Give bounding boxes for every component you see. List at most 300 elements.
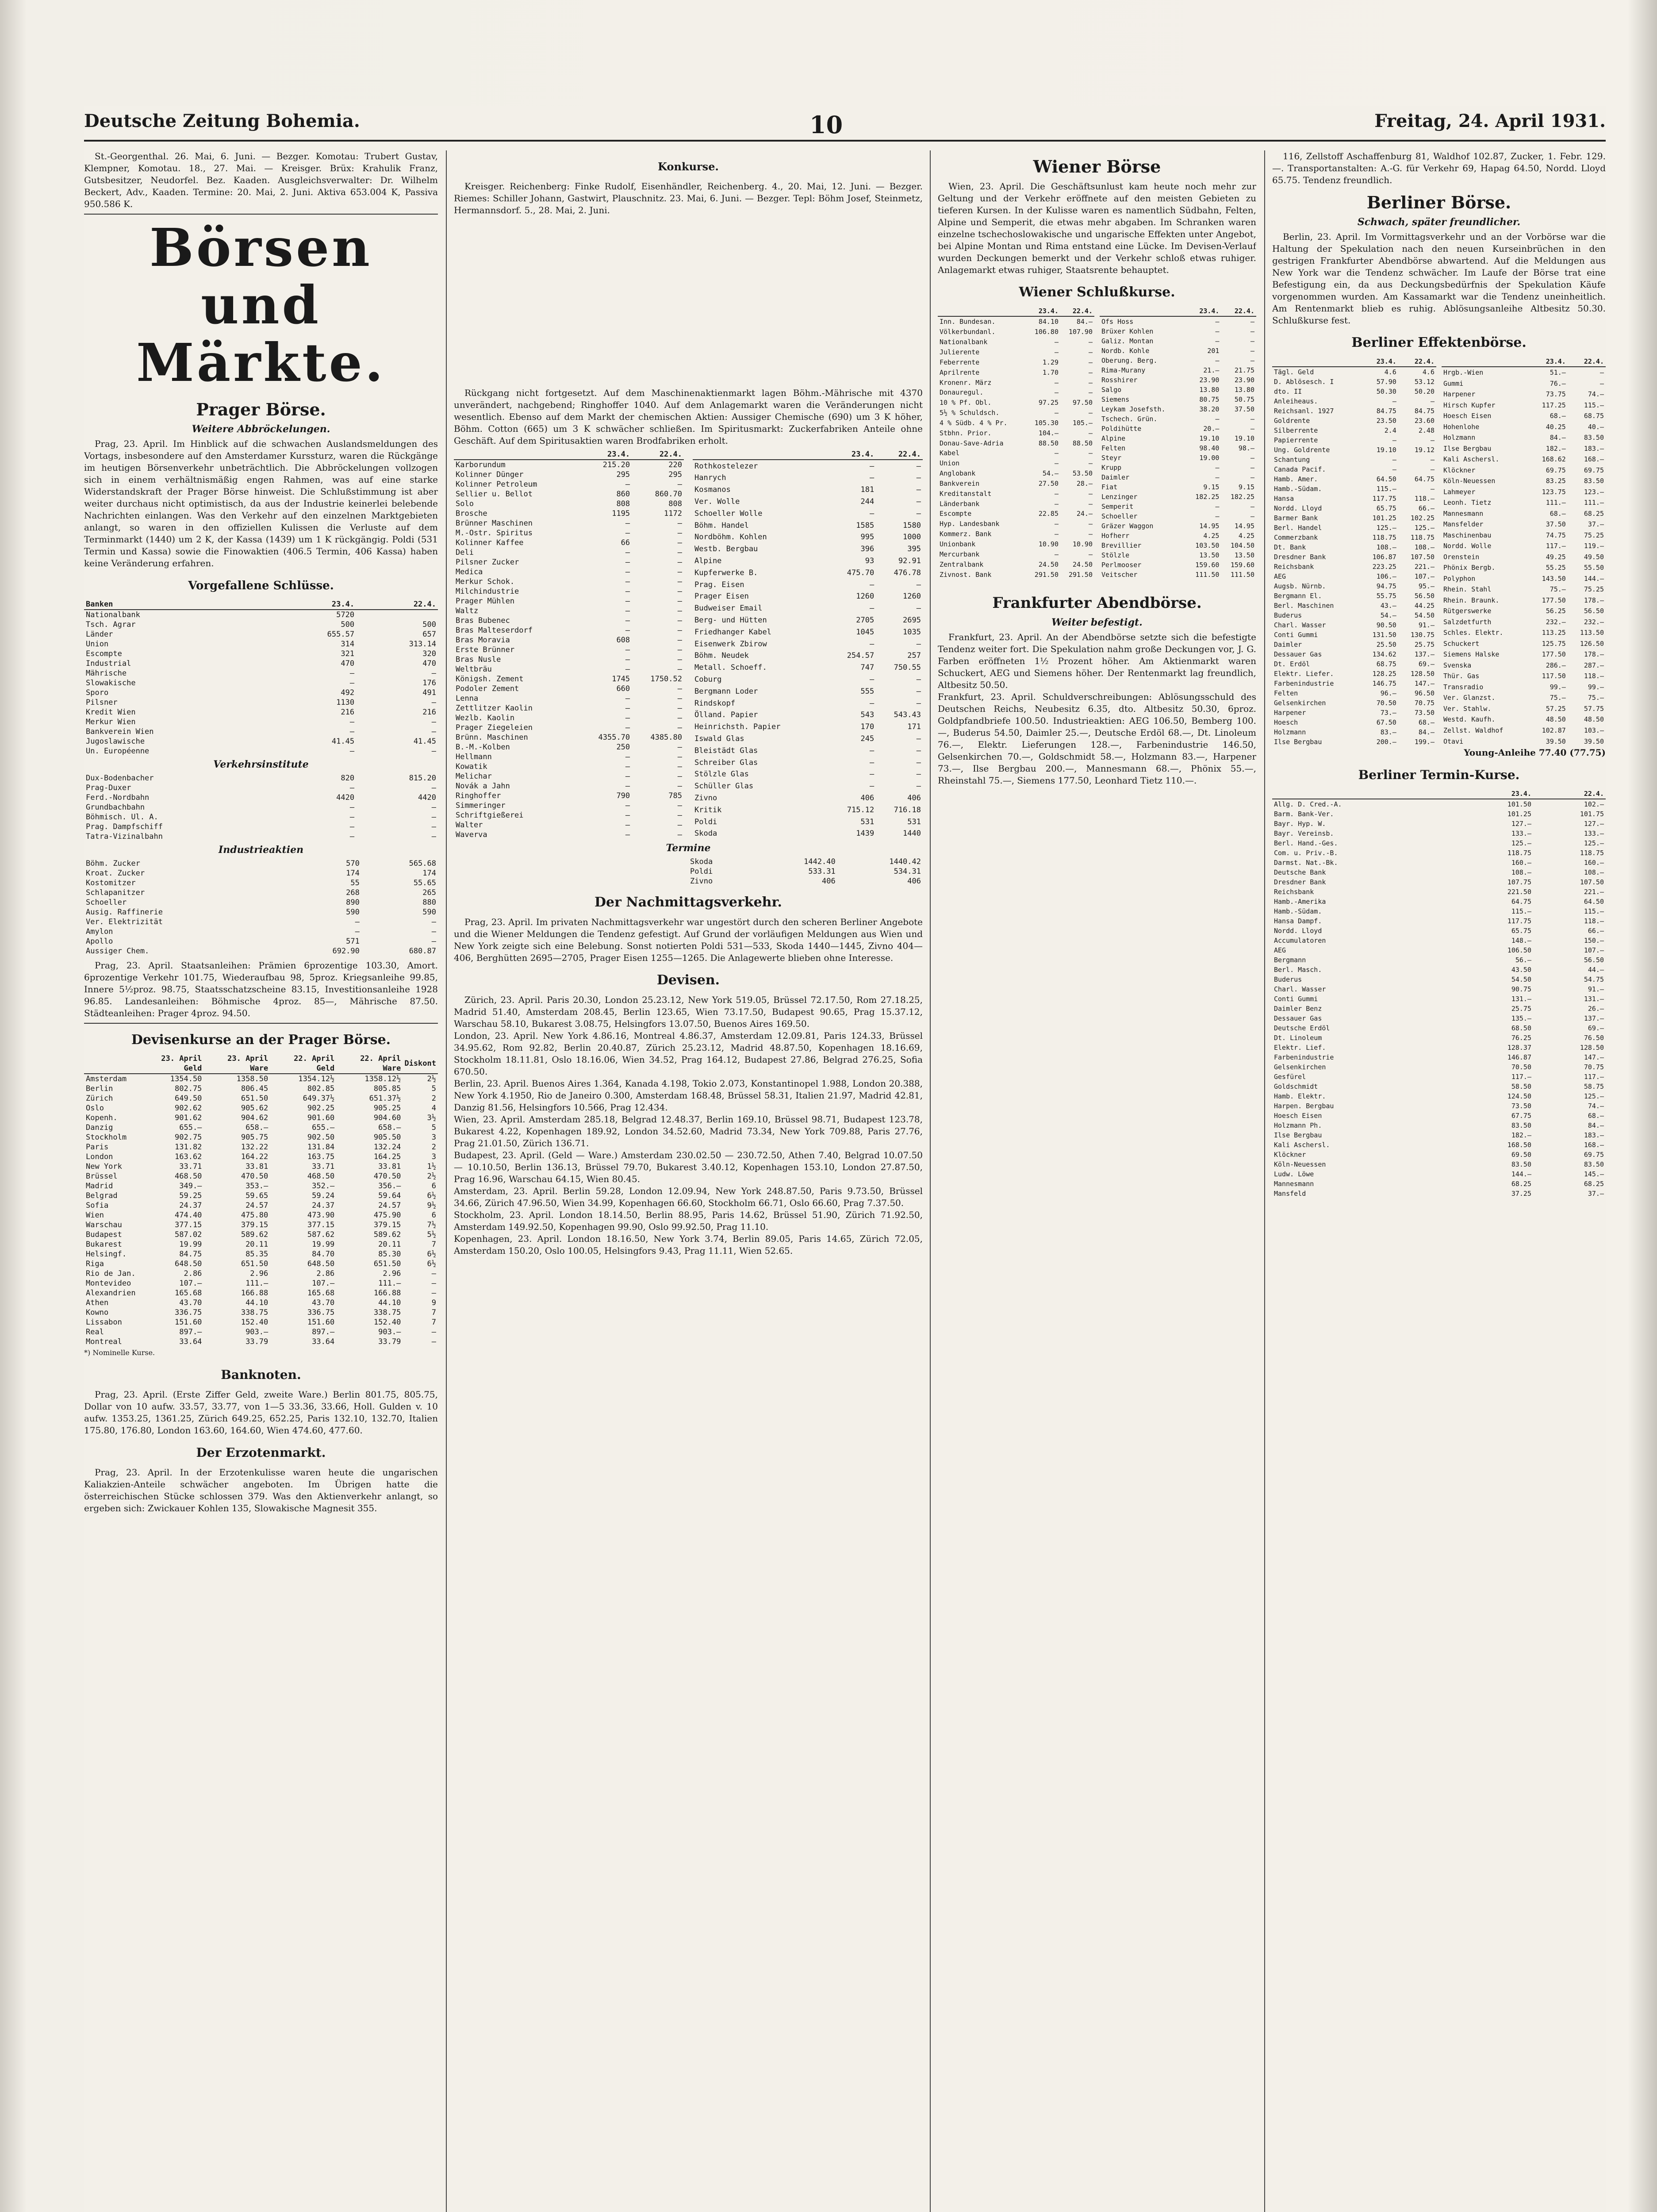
row-value: 128.25	[1372, 670, 1396, 678]
table-row	[688, 857, 923, 867]
row-label: Sofia	[86, 1201, 109, 1210]
row-value: 176	[422, 679, 436, 687]
row-label: Leonh. Tietz	[1443, 499, 1492, 507]
row-label: Helsingf.	[86, 1250, 127, 1259]
row-value: —	[431, 822, 436, 831]
row-value: 820	[341, 774, 355, 783]
row-value: 33.71	[312, 1162, 335, 1171]
row-label: Accumulatoren	[1274, 937, 1326, 945]
row-label: Kronenr. März	[940, 378, 992, 387]
table-row	[1442, 562, 1606, 573]
konkurse-title: Konkurse.	[658, 160, 719, 173]
table-row	[1272, 1130, 1606, 1140]
row-value: 199.—	[1414, 738, 1435, 746]
row-value: 570	[346, 859, 360, 868]
row-label: Schlapanitzer	[86, 888, 145, 897]
table-row	[1272, 435, 1436, 445]
row-label: Dessauer Gas	[1274, 650, 1322, 658]
row-label: Canada Pacif.	[1274, 465, 1326, 473]
row-label: Siemens Halske	[1443, 650, 1500, 659]
row-value: 9½	[427, 1201, 436, 1210]
table-row	[1272, 906, 1606, 916]
row-label: Bras Malteserdorf	[456, 626, 533, 635]
row-label: Berl. Handel	[1274, 524, 1322, 532]
row-value: —	[431, 669, 436, 678]
market-text: Rückgang nicht fortgesetzt. Auf dem Maschinenaktienmarkt lagen Böhm.-Mährische mit 4370 unverändert, nachgebend; Ringhoffer 1040. Auf dem Anlagemarkt waren die Veränderungen nicht wesentlich. Ebenso auf dem Markt der chemischen Aktien: Aussiger Chemische (690) um 3 K höher, Böhm. Cotton (665) um 3 K schwächer schließen. Im Spiritusmarkt: Zuckerfabriken Anteile ohne Geschäft. Auf dem Spiritusaktien waren Brodfabriken erholt.	[454, 388, 923, 446]
table-row	[1442, 411, 1606, 422]
row-label: Walter	[456, 821, 483, 830]
row-value: 22.85	[1038, 510, 1059, 518]
row-value: —	[916, 746, 921, 755]
row-value: 104.50	[1230, 541, 1254, 549]
row-value: 649.37½	[303, 1094, 335, 1103]
row-value: 905.75	[241, 1133, 268, 1142]
row-value: 91.—	[1418, 621, 1435, 629]
row-value: 534.31	[894, 867, 921, 876]
row-value: —	[916, 485, 921, 495]
table-row	[1100, 550, 1256, 560]
row-value: 56.50	[1584, 607, 1604, 615]
column-header: 22. April Ware	[336, 1054, 403, 1074]
row-value: 174	[422, 869, 436, 878]
row-value: 19.00	[1199, 454, 1220, 462]
table-row	[84, 1171, 438, 1181]
row-value: 58.50	[1511, 1083, 1531, 1091]
row-value: 178.—	[1584, 596, 1604, 604]
table-row	[454, 674, 684, 684]
row-label: Westd. Kaufh.	[1443, 715, 1496, 724]
row-value: 651.37½	[369, 1094, 401, 1103]
row-value: —	[1088, 368, 1093, 376]
row-label: Berg- und Hütten	[694, 615, 767, 625]
row-label: M.-Ostr. Spiritus	[456, 529, 533, 538]
column-header: 22.4.	[1398, 357, 1436, 367]
table-row	[84, 868, 438, 878]
table-row	[938, 438, 1094, 448]
row-value: 587.62	[307, 1230, 335, 1239]
row-value: 897.—	[312, 1328, 335, 1336]
row-label: Länderbank	[940, 499, 980, 508]
row-value: 118.75	[1580, 849, 1604, 857]
row-value: 54.—	[1042, 469, 1059, 478]
table-row	[1272, 513, 1436, 523]
table-row	[1272, 945, 1606, 955]
table-row	[84, 659, 438, 668]
row-value: —	[349, 813, 355, 822]
row-value: —	[916, 734, 921, 743]
row-value: 2695	[903, 615, 921, 625]
table-row	[693, 816, 923, 828]
row-value: —	[1250, 318, 1254, 326]
row-label: Paris	[86, 1143, 109, 1152]
table-row	[1442, 736, 1606, 747]
row-value: 123.75	[1542, 488, 1566, 496]
row-value: 320	[422, 649, 436, 658]
column-header	[1100, 306, 1186, 316]
row-value: 97.50	[1072, 399, 1093, 407]
row-label: Mährische	[86, 669, 127, 678]
column-header: 23.4.	[1530, 357, 1568, 367]
staatsanleihen-text: Prag, 23. April. Staatsanleihen: Prämien 6prozentige 103.30, Amort. 6prozentige Verkehr 101.75, Wiederaufbau 98, 5proz. Kriegsanleihe 99.85, Innere 5½proz. 98.75, Staatsschatzscheine 83.15, Investitionsanleihe 1928 96.85. Landesanleihen: Böhmische 4proz. 85—, Mährische 87.50. Städteanleihen: Prager 4proz. 94.50.	[84, 960, 438, 1018]
banks-table	[84, 599, 438, 756]
row-value: 473.90	[307, 1211, 335, 1220]
row-value: 68.50	[1511, 1024, 1531, 1032]
row-label: Industrial	[86, 659, 131, 668]
row-value: 57.75	[1584, 704, 1604, 713]
row-value: 815.20	[409, 774, 436, 783]
column-header: Diskont	[403, 1054, 438, 1074]
row-value: 651.50	[373, 1260, 401, 1268]
row-value: 107.50	[1580, 878, 1604, 886]
row-value: —	[625, 529, 630, 538]
table-row	[1272, 737, 1436, 747]
row-label: Rhein. Stahl	[1443, 585, 1492, 594]
row-value: 655.—	[312, 1123, 335, 1132]
row-value: —	[625, 587, 630, 596]
row-value: 84.—	[1588, 1121, 1604, 1129]
row-value: 144.—	[1584, 574, 1604, 583]
row-value: 55.25	[1546, 564, 1566, 572]
row-value: 692.90	[332, 947, 360, 956]
table-row	[84, 859, 438, 868]
row-value: 125.—	[1376, 524, 1396, 532]
erzotenmarkt-title: Der Erzotenmarkt.	[196, 1445, 326, 1460]
table-row	[84, 727, 438, 737]
row-label: Ilse Bergbau	[1274, 738, 1322, 746]
schluss-table-a	[454, 449, 684, 840]
table-row	[1272, 465, 1436, 474]
row-label: Schüller Glas	[694, 782, 754, 791]
row-value: 808	[668, 499, 682, 508]
row-value: —	[431, 1279, 436, 1288]
row-value: —	[1054, 348, 1059, 356]
row-label: Bras Bubenec	[456, 616, 510, 625]
row-label: Donauregul.	[940, 388, 984, 397]
row-value: 33.64	[179, 1337, 202, 1346]
row-value	[356, 610, 438, 620]
row-value: 83.50	[1511, 1160, 1531, 1168]
row-label: New York	[86, 1162, 122, 1171]
row-value: 130.75	[1410, 631, 1435, 639]
row-label: Holzmann Ph.	[1274, 1121, 1322, 1129]
row-label: Reichsbank	[1274, 563, 1314, 571]
row-label: Böhm. Zucker	[86, 859, 140, 868]
row-label: Köln-Neuessen	[1443, 477, 1496, 485]
row-value: —	[349, 718, 355, 726]
row-value: 2	[431, 1143, 436, 1152]
row-label: Metall. Schoeff.	[694, 663, 767, 672]
row-label: Lenna	[456, 694, 479, 703]
row-value: —	[625, 655, 630, 664]
table-row	[84, 793, 438, 803]
row-label: Prag-Duxer	[86, 783, 131, 792]
row-label: Hirsch Kupfer	[1443, 401, 1496, 409]
row-label: Brünn. Maschinen	[456, 733, 528, 742]
row-value: —	[1054, 459, 1059, 468]
row-value: 102.—	[1584, 800, 1604, 808]
row-value: —	[916, 675, 921, 684]
row-label: Zentralbank	[940, 560, 984, 568]
row-label: Alexandrien	[86, 1289, 136, 1298]
column-header	[454, 449, 579, 460]
row-value: —	[431, 937, 436, 946]
row-value: —	[1054, 489, 1059, 498]
table-row	[84, 1308, 438, 1317]
row-value: —	[349, 783, 355, 792]
table-row	[454, 470, 684, 480]
row-value: 5	[431, 1123, 436, 1132]
row-value: 131.84	[307, 1143, 335, 1152]
row-value: 468.50	[307, 1172, 335, 1181]
page-number: 10	[809, 111, 843, 139]
row-value: —	[869, 509, 875, 518]
row-label: Kowno	[86, 1308, 109, 1317]
row-label: Merkur Schok.	[456, 577, 515, 586]
table-row	[454, 489, 684, 499]
row-value: 1440	[903, 829, 921, 838]
row-value: 128.50	[1410, 670, 1435, 678]
table-row	[1272, 562, 1436, 572]
row-value: —	[916, 580, 921, 589]
row-value: 152.40	[241, 1318, 268, 1327]
row-label: Stölzle Glas	[694, 770, 749, 779]
table-row	[1100, 336, 1256, 346]
row-value: 90.50	[1376, 621, 1396, 629]
table-row	[1272, 533, 1436, 542]
column-header: 23.4.	[579, 449, 632, 460]
wiener-table-b	[1100, 306, 1256, 580]
row-value: —	[1392, 465, 1396, 473]
row-value: 69.75	[1584, 466, 1604, 474]
row-label: Hamb. Elektr.	[1274, 1092, 1326, 1100]
row-label: Stölzle	[1101, 551, 1130, 559]
row-label: Aussiger Chem.	[86, 947, 150, 956]
row-value: 164.22	[241, 1152, 268, 1161]
table-row	[84, 878, 438, 888]
row-value: 23.90	[1234, 376, 1254, 384]
row-label: Ferd.-Nordbahn	[86, 793, 150, 802]
row-value: —	[1250, 327, 1254, 335]
row-value: 101.75	[1580, 810, 1604, 818]
row-label: Schoeller	[86, 898, 127, 907]
row-value: 475.70	[847, 568, 875, 577]
row-value: 84.75	[179, 1250, 202, 1259]
table-row	[454, 781, 684, 791]
row-label: Rhein. Braunk.	[1443, 596, 1500, 604]
row-value: 65.75	[1376, 504, 1396, 512]
row-label: Julierente	[940, 348, 980, 356]
row-label: Charl. Wasser	[1274, 985, 1326, 993]
table-row	[454, 645, 684, 655]
table-row	[454, 548, 684, 557]
table-row	[84, 773, 438, 783]
row-value: 83.25	[1546, 477, 1566, 485]
row-label: Com. u. Priv.-B.	[1274, 849, 1338, 857]
row-value: 117.25	[1542, 401, 1566, 409]
row-value: 33.79	[378, 1337, 401, 1346]
termin-table	[1272, 789, 1606, 1198]
row-value: 124.50	[1507, 1092, 1531, 1100]
row-value: —	[1215, 512, 1220, 520]
table-row	[84, 1230, 438, 1240]
row-label: Oberung. Berg.	[1101, 357, 1158, 365]
row-value: 313.14	[409, 640, 436, 649]
column-header	[1442, 357, 1530, 367]
row-value: 649.50	[175, 1094, 202, 1103]
running-head	[84, 111, 1606, 137]
row-value: —	[677, 723, 682, 732]
table-row	[1272, 572, 1436, 581]
row-value: 59.25	[179, 1191, 202, 1200]
row-value: 84.75	[1376, 407, 1396, 415]
row-value: 20.—	[1203, 425, 1220, 433]
table-row	[84, 898, 438, 907]
row-value: 491	[422, 688, 436, 697]
row-value: 1195	[612, 509, 630, 518]
table-row	[1442, 476, 1606, 487]
row-label: Budweiser Email	[694, 604, 763, 613]
row-label: Harpener	[1274, 709, 1306, 717]
row-value: 406	[907, 793, 921, 803]
table-row	[454, 820, 684, 830]
row-label: Brünner Maschinen	[456, 519, 533, 528]
table-row	[693, 662, 923, 674]
row-label: Weltbräu	[456, 665, 492, 674]
row-value: 64.50	[1376, 475, 1396, 483]
table-row	[1272, 718, 1436, 727]
row-value: 790	[616, 791, 630, 800]
verkehr-title: Verkehrsinstitute	[213, 759, 309, 770]
row-label: Alpine	[1101, 434, 1126, 442]
row-value: 108.—	[1511, 868, 1531, 876]
row-value: 590	[422, 908, 436, 917]
row-label: Daimler	[1274, 641, 1302, 649]
table-row	[1442, 508, 1606, 519]
row-value: —	[1215, 337, 1220, 345]
effekten-table-b	[1442, 357, 1606, 747]
row-value: 73.—	[1380, 709, 1396, 717]
row-value: 802.85	[307, 1084, 335, 1093]
row-value: 97.25	[1038, 399, 1059, 407]
row-value: 1358.50	[236, 1075, 268, 1083]
row-label: Alpine	[694, 556, 722, 565]
row-value: 128.50	[1580, 1044, 1604, 1052]
row-label: Deutsche Erdöl	[1274, 1024, 1330, 1032]
row-label: Krupp	[1101, 464, 1122, 472]
table-row	[1272, 1169, 1606, 1179]
table-row	[693, 685, 923, 697]
divider	[84, 1023, 438, 1024]
row-value: 151.60	[307, 1318, 335, 1327]
row-value: —	[677, 529, 682, 538]
row-value: 127.—	[1511, 820, 1531, 828]
row-label: Poldi	[694, 817, 717, 826]
table-row	[84, 1152, 438, 1162]
konkurse-text: Kreisger. Reichenberg: Finke Rudolf, Eisenhändler, Reichenberg. 4., 20. Mai, 12. Juni. — Bezger. Riemes: Schiller Johann, Gastwirt, Plauschnitz. 23. Mai, 6. Juni. — Bezger. Tepl: Böhm Josef, Steinmetz, Hermannsdorf. 5., 28. Mai, 2. Juni.	[454, 181, 923, 215]
row-label: Berlin	[86, 1084, 113, 1093]
row-value: 3	[431, 1133, 436, 1142]
row-value: 44.25	[1414, 602, 1435, 610]
row-label: AEG	[1274, 946, 1286, 954]
row-value: 105.—	[1072, 419, 1093, 427]
column-2	[454, 150, 923, 2212]
row-value: 338.75	[373, 1308, 401, 1317]
table-row	[1272, 708, 1436, 718]
row-label: Kowatik	[456, 762, 487, 771]
row-value: 125.75	[1542, 639, 1566, 648]
row-value: 533.31	[808, 867, 836, 876]
table-row	[1272, 819, 1606, 829]
table-row	[1272, 426, 1436, 435]
row-value: 75.—	[1550, 585, 1566, 594]
row-value: —	[869, 473, 875, 483]
row-label: Böhm. Neudek	[694, 651, 749, 661]
row-value: —	[355, 927, 360, 936]
row-label: Westb. Bergbau	[694, 545, 758, 554]
prager-boerse-title: Prager Börse.	[196, 399, 326, 419]
row-value: 128.37	[1507, 1044, 1531, 1052]
row-value: —	[1054, 449, 1059, 457]
row-value: 41.45	[413, 737, 436, 746]
row-value: 802.75	[175, 1084, 202, 1093]
row-value: 131.50	[1372, 631, 1396, 639]
row-label: Bukarest	[86, 1240, 122, 1249]
table-row	[1100, 404, 1256, 414]
row-value: 353.—	[245, 1182, 268, 1190]
row-label: Brosche	[456, 509, 487, 518]
row-value: 133.—	[1584, 830, 1604, 837]
row-value: —	[431, 698, 436, 707]
row-value: 90.75	[1511, 985, 1531, 993]
row-value: 24.57	[378, 1201, 401, 1210]
row-value: —	[677, 753, 682, 761]
table-row	[1272, 1023, 1606, 1033]
row-value: —	[869, 758, 875, 767]
table-row	[84, 1240, 438, 1249]
row-value: 95.—	[1418, 582, 1435, 590]
row-value: 55	[350, 879, 360, 887]
column-header: 23.4.	[274, 599, 356, 610]
row-value: 183.—	[1584, 444, 1604, 453]
row-value: —	[1215, 503, 1220, 511]
row-label: Daimler Benz	[1274, 1005, 1322, 1013]
row-label: Nordd. Wolle	[1443, 542, 1492, 550]
row-value: —	[1430, 397, 1435, 405]
row-value: 106.80	[1034, 328, 1059, 336]
row-label: Stockholm	[86, 1133, 127, 1142]
row-label: Lenzinger	[1101, 493, 1138, 501]
row-label: Gelsenkirchen	[1274, 1063, 1326, 1071]
row-value: 2.48	[1418, 426, 1435, 434]
row-value: 106.—	[1376, 572, 1396, 580]
row-value: 905.62	[241, 1104, 268, 1113]
table-row	[938, 559, 1094, 569]
row-value: 2	[431, 1094, 436, 1103]
row-value: 168.50	[1507, 1141, 1531, 1149]
row-label: Anglobank	[940, 469, 976, 478]
row-value: 216	[341, 708, 355, 717]
row-label: Prager Mühlen	[456, 597, 515, 606]
row-value: —	[625, 568, 630, 576]
termine-title: Termine	[666, 842, 711, 854]
row-label: Barm. Bank-Ver.	[1274, 810, 1334, 818]
row-value: 125.—	[1414, 524, 1435, 532]
row-value: —	[677, 655, 682, 664]
row-value: 902.75	[175, 1133, 202, 1142]
table-row	[1442, 703, 1606, 714]
row-label: Hohenlohe	[1443, 422, 1480, 431]
table-row	[84, 1288, 438, 1298]
